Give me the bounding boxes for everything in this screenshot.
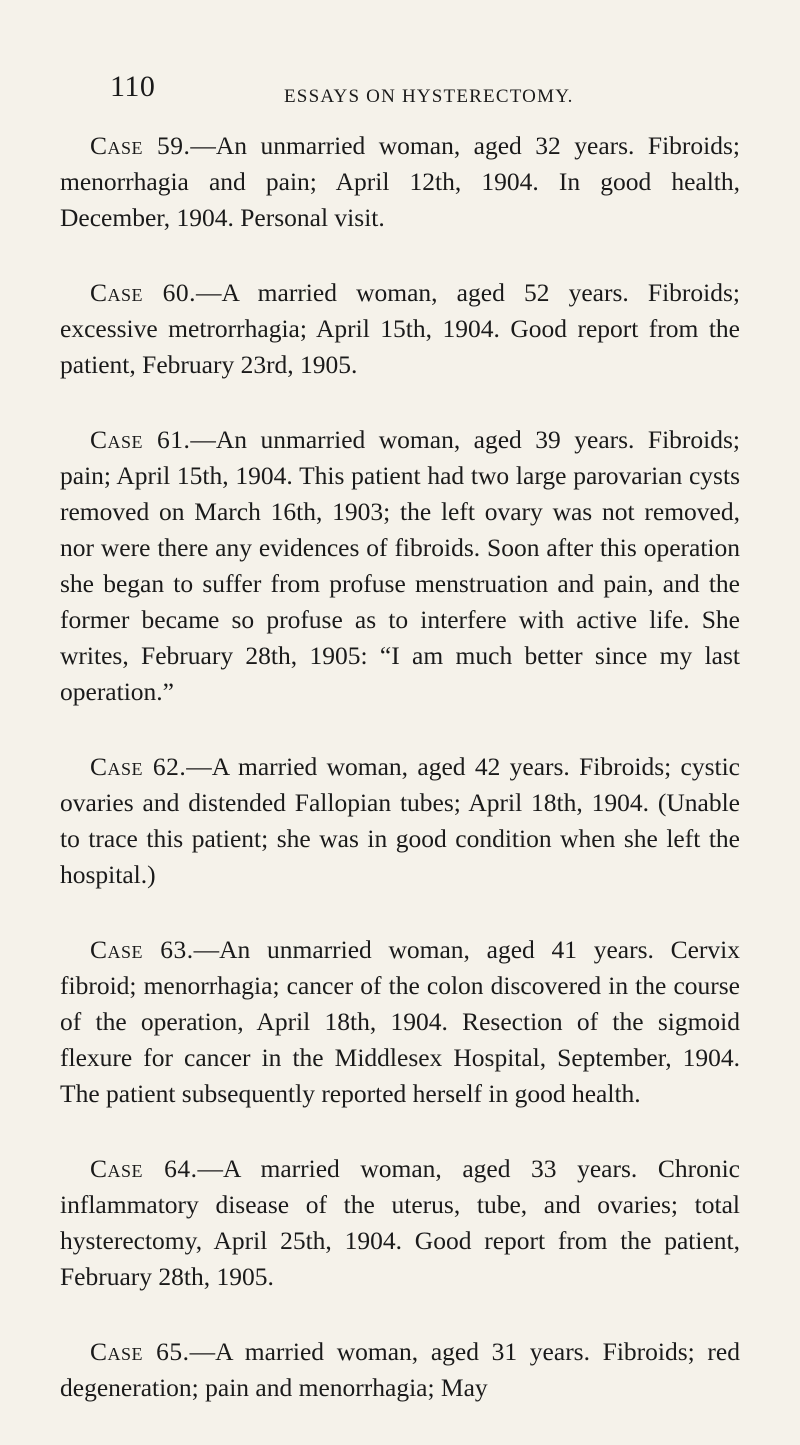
case-label: Case 61. [90,425,191,454]
case-text: —A married woman, aged 33 years. Chronic inflammatory disease of the uterus, tube, and ovaries; total hysterectomy, April 25th, 1904. Good report from the patient, February 28th, 1905. [60,1154,740,1291]
case-paragraph [60,275,740,383]
case-label: Case 59. [90,131,191,160]
case-paragraph [60,128,740,236]
case-paragraph [60,1151,740,1295]
case-text: —An unmarried woman, aged 32 years. Fibroids; menorrhagia and pain; April 12th, 1904. In good health, December, 1904. Personal visit. [60,131,740,232]
running-title: ESSAYS ON HYSTERECTOMY. [284,86,574,107]
case-paragraph [60,422,740,710]
case-text: —An unmarried woman, aged 41 years. Cervix fibroid; menorrhagia; cancer of the colon discovered in the course of the operation, April 18th, 1904. Resection of the sigmoid flexure for cancer in the Middlesex Hospital, September, 1904. The patient subsequently reported herself in good health. [60,935,740,1108]
case-paragraph [60,749,740,893]
case-label: Case 60. [90,278,197,307]
page-body [60,128,740,1445]
case-text: —A married woman, aged 52 years. Fibroids; excessive metrorrhagia; April 15th, 1904. Good report from the patient, February 23rd, 1905. [60,278,741,379]
case-text: —A married woman, aged 31 years. Fibroids; red degeneration; pain and menorrhagia; May [60,1337,740,1402]
case-text: —An unmarried woman, aged 39 years. Fibroids; pain; April 15th, 1904. This patient had two large parovarian cysts removed on March 16th, 1903; the left ovary was not removed, nor were there any evidences of fibroids. Soon after this operation she began to suffer from profuse menstruation and pain, and the former became so profuse as to interfere with active life. She writes, February 28th, 1905: “I am much better since my last operation.” [60,425,740,706]
case-label: Case 64. [90,1154,198,1183]
page-number: 110 [110,70,156,103]
case-paragraph [60,1334,740,1406]
case-label: Case 63. [90,935,194,964]
case-paragraph [60,932,740,1112]
case-label: Case 65. [90,1337,190,1366]
case-label: Case 62. [90,752,187,781]
case-text: —A married woman, aged 42 years. Fibroids; cystic ovaries and distended Fallopian tubes; April 18th, 1904. (Unable to trace this patient; she was in good condition when she left the hospital.) [60,752,740,889]
